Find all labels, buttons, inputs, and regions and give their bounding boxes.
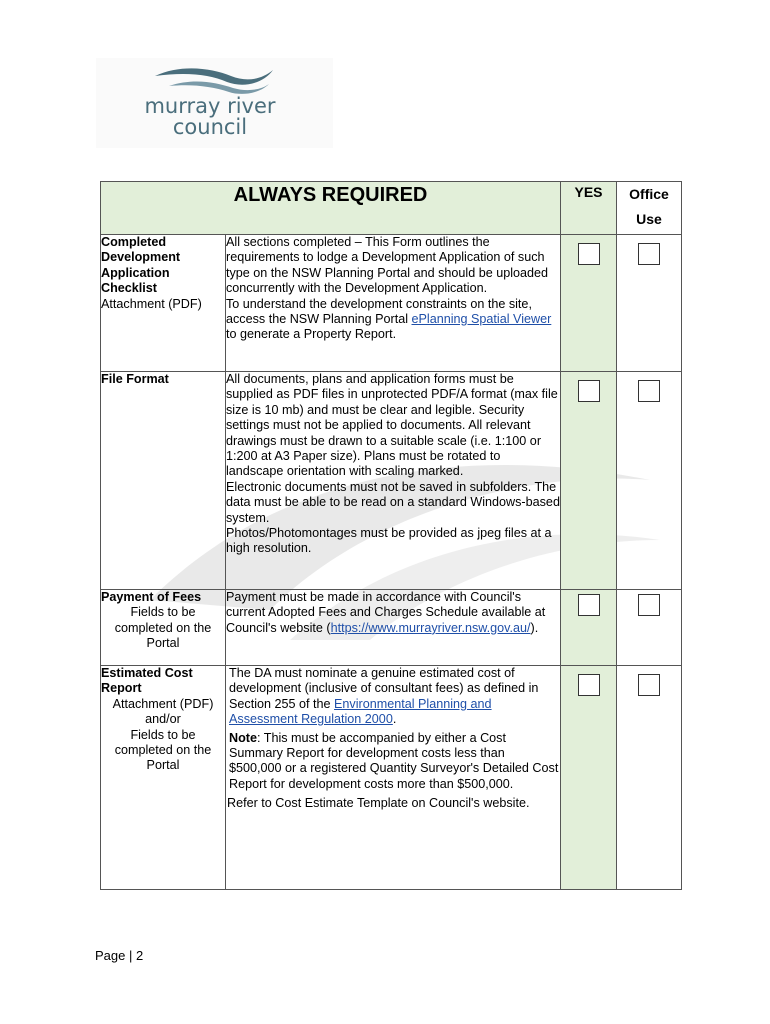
office-header-line-2: Use <box>636 211 662 227</box>
description-paragraph: Photos/Photomontages must be provided as jpeg files at a high resolution. <box>226 526 552 556</box>
description-paragraph <box>229 666 560 728</box>
page-number: Page | 2 <box>95 948 144 963</box>
yes-checkbox[interactable] <box>578 243 600 265</box>
description-text: . <box>392 712 397 727</box>
row-label-sub: Attachment (PDF) <box>112 696 214 711</box>
row-description <box>226 666 561 890</box>
row-label <box>101 590 226 666</box>
note-label: Note <box>229 730 257 745</box>
office-header-line-1: Office <box>629 186 669 202</box>
yes-checkbox[interactable] <box>578 674 600 696</box>
section-title: ALWAYS REQUIRED <box>101 182 561 235</box>
description-paragraph: Electronic documents must not be saved in subfolders. The data must be able to be read on a standard Windows-based system. <box>226 479 560 525</box>
row-label-sub: Attachment (PDF) <box>101 296 202 311</box>
logo-line-1: murray river <box>144 94 276 118</box>
logo-wordmark <box>140 96 280 138</box>
council-logo <box>96 58 333 148</box>
yes-column-header: YES <box>561 182 617 235</box>
row-description <box>226 235 561 372</box>
office-use-checkbox[interactable] <box>638 594 660 616</box>
office-use-column-header <box>617 182 682 235</box>
office-use-checkbox[interactable] <box>638 243 660 265</box>
description-paragraph: All sections completed – This Form outlines the requirements to lodge a Development Application of such type on the NSW Planning Portal and should be uploaded concurrently with the Development Application. <box>226 235 549 296</box>
office-use-checkbox[interactable] <box>638 380 660 402</box>
office-use-cell <box>617 372 682 590</box>
yes-checkbox[interactable] <box>578 594 600 616</box>
table-header-row <box>101 182 682 235</box>
row-label-title: Completed Development Application Checklist <box>101 235 181 296</box>
description-text: Payment must be made in accordance with Council's current Adopted Fees and Charges Schedule available at Council's website ( <box>226 590 546 635</box>
description-text: To understand the development constraints on the site, access the NSW Planning Portal <box>226 296 532 327</box>
office-use-checkbox[interactable] <box>638 674 660 696</box>
yes-checkbox[interactable] <box>578 380 600 402</box>
table-row <box>101 235 682 372</box>
description-paragraph <box>229 731 560 793</box>
yes-cell <box>561 235 617 372</box>
office-use-cell <box>617 235 682 372</box>
description-text: The DA must nominate a genuine estimated cost of development (inclusive of consultant fees) as defined in Section 255 of the <box>229 666 539 711</box>
table-row <box>101 372 682 590</box>
description-text: : This must be accompanied by either a Cost Summary Report for development costs less than $500,000 or a registered Quantity Surveyor's Detailed Cost Report for development costs more than $500,000. <box>229 730 559 791</box>
description-paragraph: Refer to Cost Estimate Template on Council's website. <box>227 796 530 811</box>
row-label-title: File Format <box>101 372 169 386</box>
row-label <box>101 235 226 372</box>
table-row <box>101 590 682 666</box>
table-row <box>101 666 682 890</box>
yes-cell <box>561 590 617 666</box>
ep-a-regulation-link[interactable]: Environmental Planning and Assessment Regulation 2000 <box>229 696 492 727</box>
yes-cell <box>561 666 617 890</box>
description-paragraph <box>226 297 560 343</box>
office-use-cell <box>617 666 682 890</box>
row-label-sub: and/or <box>145 712 181 727</box>
office-use-cell <box>617 590 682 666</box>
description-paragraph: All documents, plans and application forms must be supplied as PDF files in unprotected PDF/A format (max file size is 10 mb) and must be clear and legible. Security settings must not be applied to documents. All relevant drawings must be drawn to a suitable scale (i.e. 1:100 or 1:200 at A3 Paper size). Plans must be rotated to landscape orientation with scaling marked. <box>226 372 558 479</box>
requirements-table <box>100 181 682 890</box>
row-label <box>101 372 226 590</box>
river-swoosh-icon <box>151 64 276 94</box>
row-label-title: Payment of Fees <box>101 590 202 604</box>
description-text: ). <box>530 620 539 635</box>
eplanning-spatial-viewer-link[interactable]: ePlanning Spatial Viewer <box>411 312 552 327</box>
row-description <box>226 590 561 666</box>
row-label-title: Estimated Cost Report <box>101 666 193 696</box>
description-paragraph <box>226 590 560 636</box>
row-label <box>101 666 226 890</box>
row-label-sub: Fields to be completed on the Portal <box>114 727 212 773</box>
logo-line-2: council <box>172 115 248 139</box>
row-description <box>226 372 561 590</box>
description-text: to generate a Property Report. <box>226 327 397 342</box>
row-label-sub: Fields to be completed on the Portal <box>114 605 212 651</box>
yes-cell <box>561 372 617 590</box>
council-website-link[interactable]: https://www.murrayriver.nsw.gov.au/ <box>330 620 531 635</box>
